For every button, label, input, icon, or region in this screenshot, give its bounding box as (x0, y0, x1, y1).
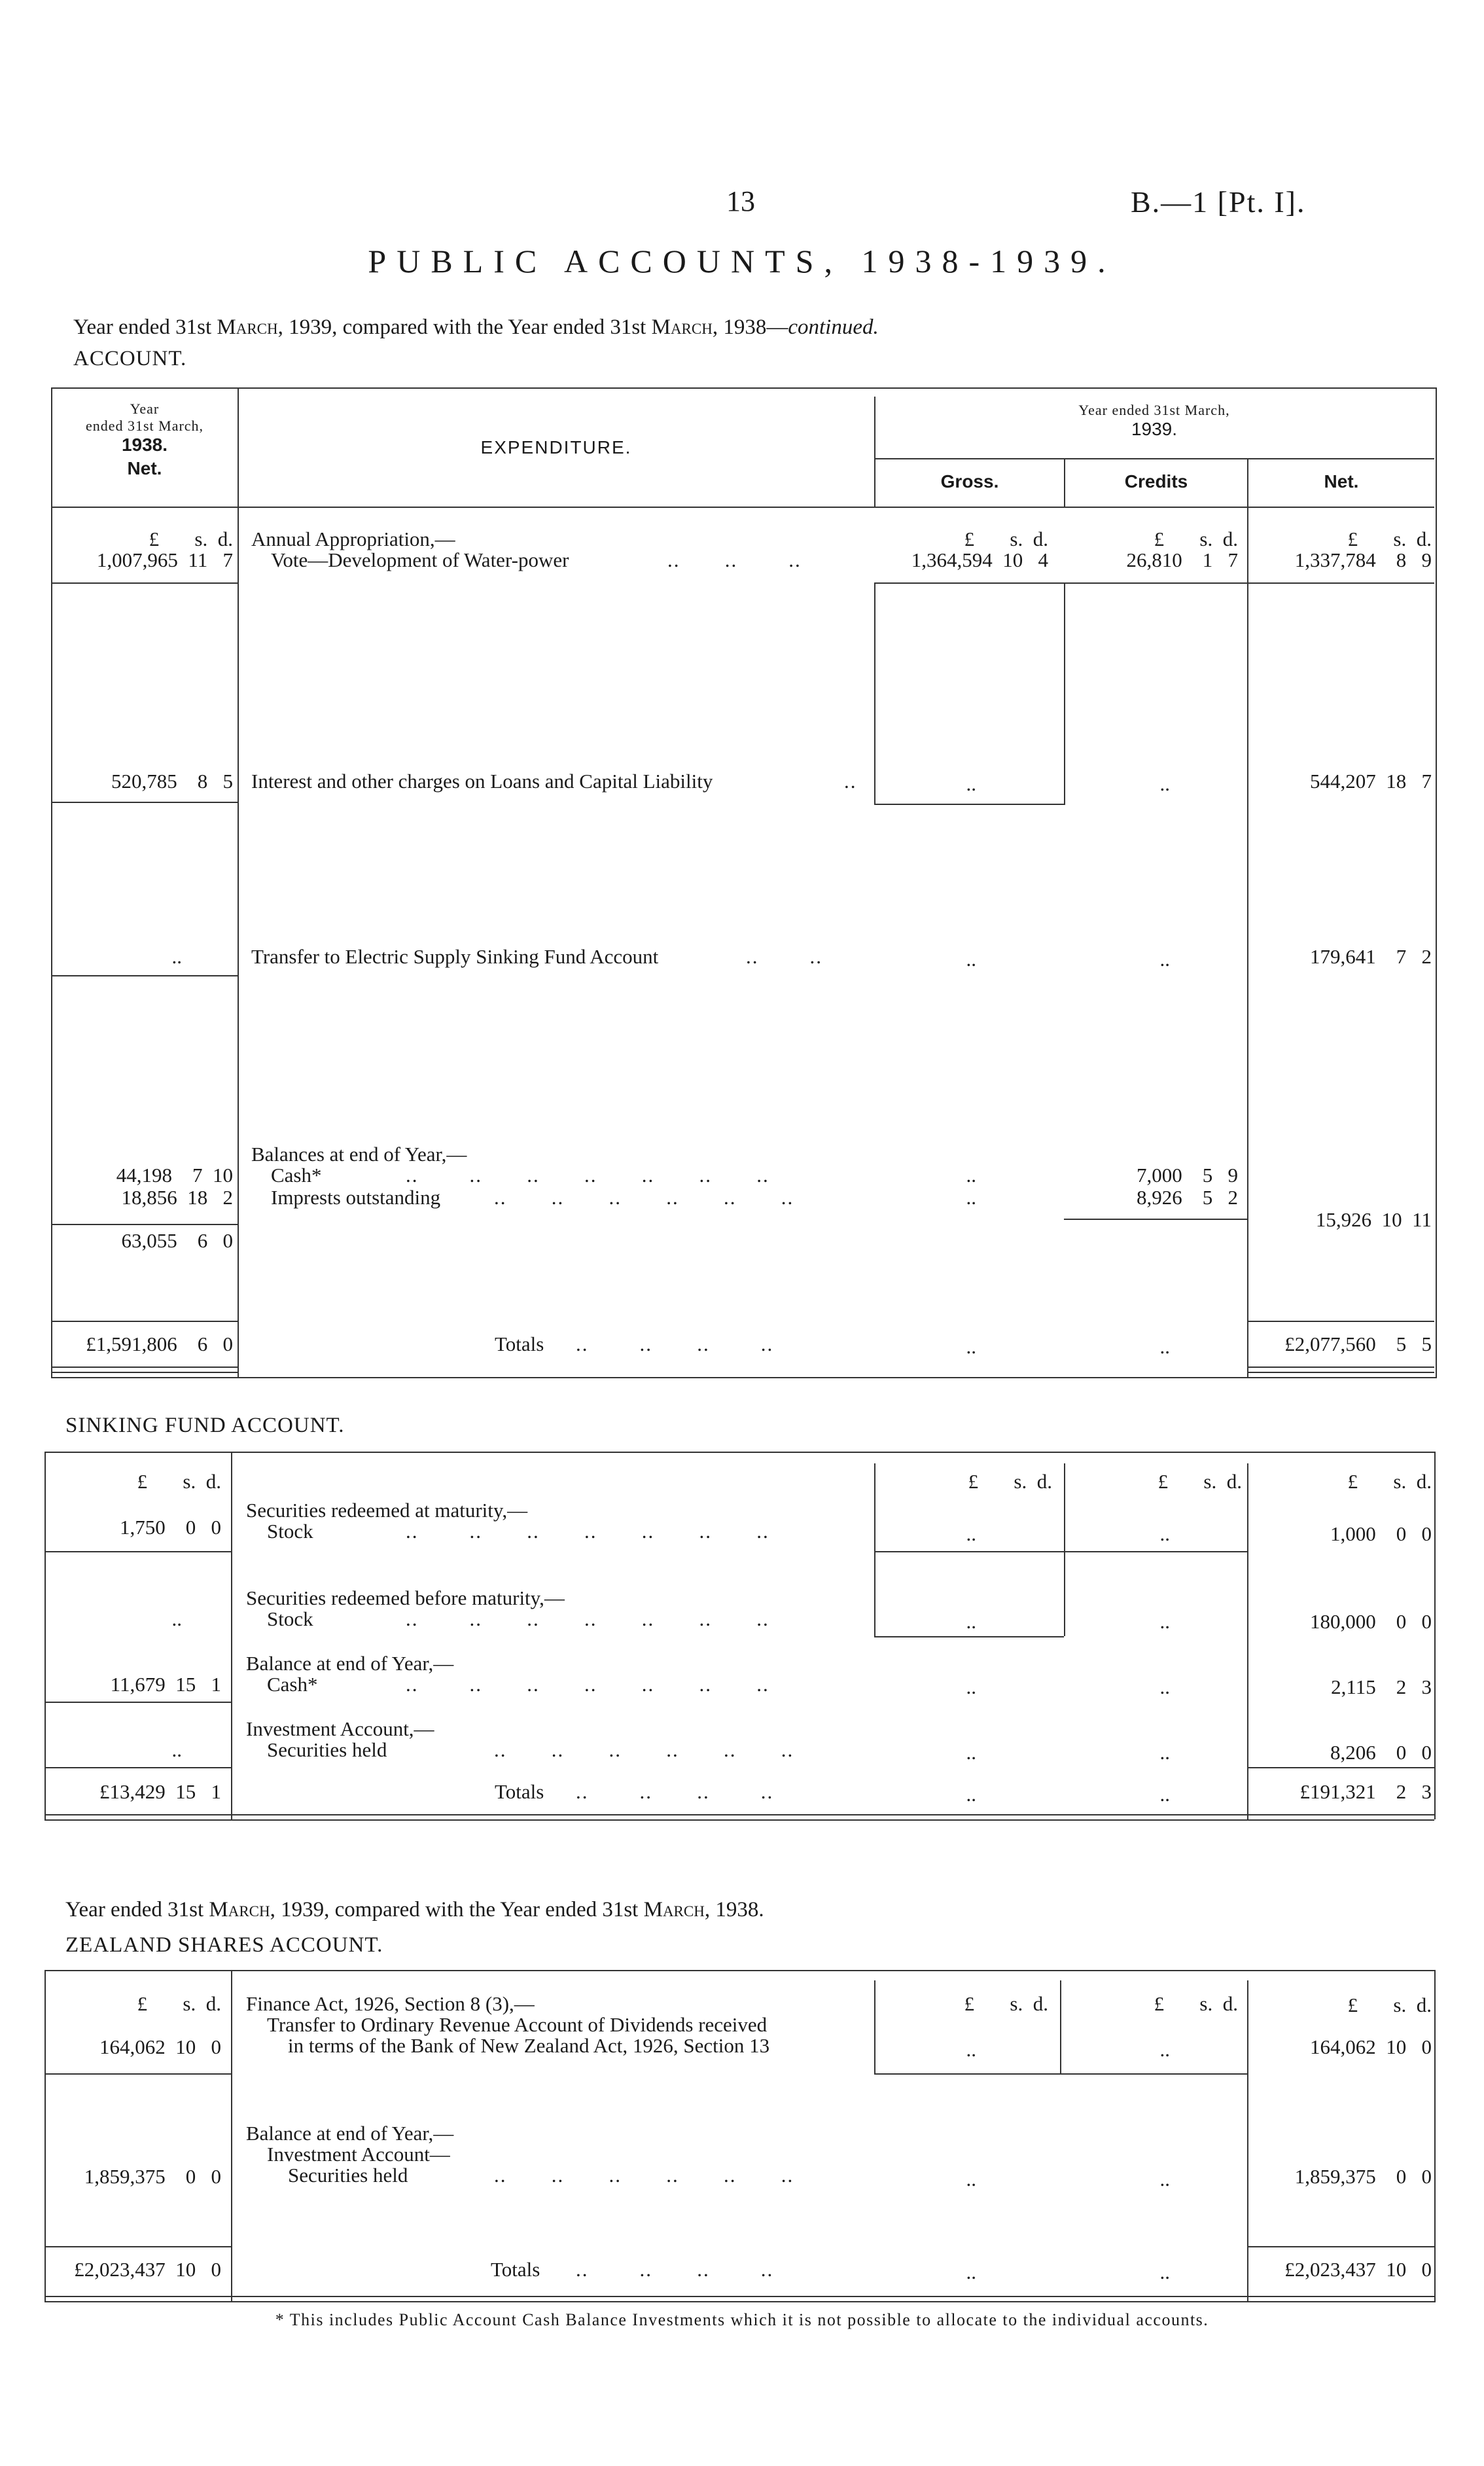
gross-amount: .. (966, 1610, 976, 1633)
prev-year-amount: .. (171, 1738, 182, 1761)
gross-amount: .. (966, 1522, 976, 1545)
total-prev-year: £2,023,437 10 0 (74, 2258, 221, 2281)
credits-amount: .. (1159, 772, 1170, 795)
total-net: £2,023,437 10 0 (1284, 2258, 1432, 2281)
currency-units: £ s. d. (968, 1470, 1052, 1493)
prev-year-amount: 1,859,375 0 0 (84, 2165, 221, 2188)
credits-header: Credits (1124, 471, 1188, 491)
current-year-header-2: 1939. (1131, 419, 1178, 439)
credits-amount: .. (1159, 1610, 1170, 1633)
total-gross: .. (966, 2260, 976, 2283)
currency-units: £ s. d. (964, 1992, 1048, 2015)
prev-year-amount: 1,007,965 11 7 (96, 548, 233, 571)
row-label: Interest and other charges on Loans and Capital Liability (251, 770, 713, 793)
row-label: Annual Appropriation,— (251, 527, 455, 550)
currency-units: £ s. d. (1347, 527, 1432, 550)
current-year-header-1: Year ended 31st March, (1078, 402, 1230, 418)
row-label: Balance at end of Year,— (246, 1652, 454, 1675)
total-credits: .. (1159, 2260, 1170, 2283)
credits-amount: 8,926 5 2 (1137, 1186, 1238, 1209)
document-reference: B.—1 [Pt. I]. (1131, 185, 1306, 219)
net-header: Net. (1324, 471, 1359, 491)
shares-heading: ZEALAND SHARES ACCOUNT. (65, 1933, 383, 1957)
gross-amount: .. (966, 1675, 976, 1698)
prev-year-amount: 164,062 10 0 (99, 2035, 221, 2058)
totals-label: Totals (491, 2258, 540, 2281)
net-amount: 180,000 0 0 (1310, 1610, 1432, 1633)
credits-amount: 26,810 1 7 (1126, 548, 1238, 571)
row-label: Imprests outstanding (271, 1186, 441, 1209)
net-amount: 544,207 18 7 (1310, 770, 1432, 793)
net-amount: 15,926 10 11 (1315, 1208, 1432, 1231)
gross-amount: .. (966, 1741, 976, 1764)
gross-amount: 1,364,594 10 4 (911, 548, 1048, 571)
prev-year-header-3: 1938. (121, 435, 168, 455)
row-label: Cash* (271, 1164, 322, 1187)
gross-header: Gross. (940, 471, 999, 491)
gross-amount: .. (966, 2168, 976, 2190)
prev-year-header-4: Net. (127, 458, 162, 478)
total-gross: .. (966, 1783, 976, 1806)
sinking-fund-heading: SINKING FUND ACCOUNT. (65, 1414, 345, 1437)
row-label: Investment Account— (267, 2143, 450, 2166)
row-label: Investment Account,— (246, 1717, 434, 1740)
total-credits: .. (1159, 1335, 1170, 1358)
total-gross: .. (966, 1335, 976, 1358)
currency-units: £ s. d. (1154, 1992, 1238, 2015)
row-label: Balance at end of Year,— (246, 2122, 454, 2145)
row-label: Stock (267, 1520, 313, 1543)
row-label: in terms of the Bank of New Zealand Act, 1926, Section 13 (288, 2034, 770, 2057)
gross-amount: .. (966, 772, 976, 795)
currency-units: £ s. d. (1154, 527, 1238, 550)
gross-amount: .. (966, 2038, 976, 2061)
totals-label: Totals (495, 1332, 544, 1355)
prev-year-amount: 11,679 15 1 (110, 1673, 221, 1696)
prev-year-amount: 18,856 18 2 (121, 1186, 233, 1209)
total-prev-year: £1,591,806 6 0 (86, 1332, 233, 1355)
shares-subtitle: Year ended 31st March, 1939, compared with the Year ended 31st March, 1938. (65, 1898, 764, 1921)
row-label: Vote—Development of Water-power (271, 548, 569, 571)
row-label: Transfer to Electric Supply Sinking Fund Account (251, 945, 659, 968)
row-label: Securities redeemed before maturity,— (246, 1586, 565, 1609)
prev-year-header-2: ended 31st March, (85, 418, 204, 434)
row-label: Cash* (267, 1673, 318, 1696)
account-subtitle: Year ended 31st March, 1939, compared with the Year ended 31st March, 1938—continued. (73, 315, 879, 339)
credits-amount: .. (1159, 2038, 1170, 2061)
currency-units: £ s. d. (1347, 1993, 1432, 2016)
total-credits: .. (1159, 1783, 1170, 1806)
total-prev-year: £13,429 15 1 (99, 1780, 221, 1803)
prev-year-amount: .. (171, 945, 182, 968)
row-label: Finance Act, 1926, Section 8 (3),— (246, 1992, 535, 2015)
page-number: 13 (726, 185, 755, 217)
currency-units: £ s. d. (1157, 1470, 1242, 1493)
credits-amount: 7,000 5 9 (1137, 1164, 1238, 1187)
account-heading: ACCOUNT. (73, 347, 187, 370)
credits-amount: .. (1159, 2168, 1170, 2190)
currency-units: £ s. d. (964, 527, 1048, 550)
row-label: Securities redeemed at maturity,— (246, 1499, 528, 1522)
row-label: Transfer to Ordinary Revenue Account of Dividends received (267, 2013, 768, 2036)
prev-year-header-1: Year (130, 401, 160, 417)
row-label: Balances at end of Year,— (251, 1143, 467, 1166)
page-title: PUBLIC ACCOUNTS, 1938-1939. (368, 243, 1116, 279)
footnote: * This includes Public Account Cash Balance Investments which it is not possible to allocate to the individual accounts. (275, 2310, 1209, 2329)
currency-units: £ s. d. (137, 1470, 221, 1493)
net-amount: 179,641 7 2 (1310, 945, 1432, 968)
prev-year-amount: 1,750 0 0 (120, 1516, 221, 1539)
net-amount: 1,337,784 8 9 (1294, 548, 1432, 571)
gross-amount: .. (966, 948, 976, 971)
gross-amount: .. (966, 1186, 976, 1209)
prev-year-amount: .. (171, 1607, 182, 1630)
row-label: Stock (267, 1607, 313, 1630)
net-amount: 1,000 0 0 (1330, 1522, 1432, 1545)
currency-units: £ s. d. (1347, 1470, 1432, 1493)
prev-year-amount: 44,198 7 10 (116, 1164, 233, 1187)
net-amount: 1,859,375 0 0 (1294, 2165, 1432, 2188)
expenditure-header: EXPENDITURE. (480, 437, 632, 457)
row-label: Securities held (288, 2164, 408, 2187)
credits-amount: .. (1159, 1741, 1170, 1764)
total-net: £191,321 2 3 (1299, 1780, 1432, 1803)
prev-year-amount: 520,785 8 5 (111, 770, 233, 793)
credits-amount: .. (1159, 1675, 1170, 1698)
currency-units: £ s. d. (137, 1992, 221, 2015)
gross-amount: .. (966, 1164, 976, 1187)
currency-units: £ s. d. (149, 527, 233, 550)
prev-year-subtotal: 63,055 6 0 (121, 1229, 233, 1252)
total-net: £2,077,560 5 5 (1284, 1332, 1432, 1355)
credits-amount: .. (1159, 1522, 1170, 1545)
totals-label: Totals (495, 1780, 544, 1803)
row-label: Securities held (267, 1738, 387, 1761)
net-amount: 8,206 0 0 (1330, 1741, 1432, 1764)
net-amount: 2,115 2 3 (1331, 1675, 1432, 1698)
net-amount: 164,062 10 0 (1310, 2035, 1432, 2058)
credits-amount: .. (1159, 948, 1170, 971)
